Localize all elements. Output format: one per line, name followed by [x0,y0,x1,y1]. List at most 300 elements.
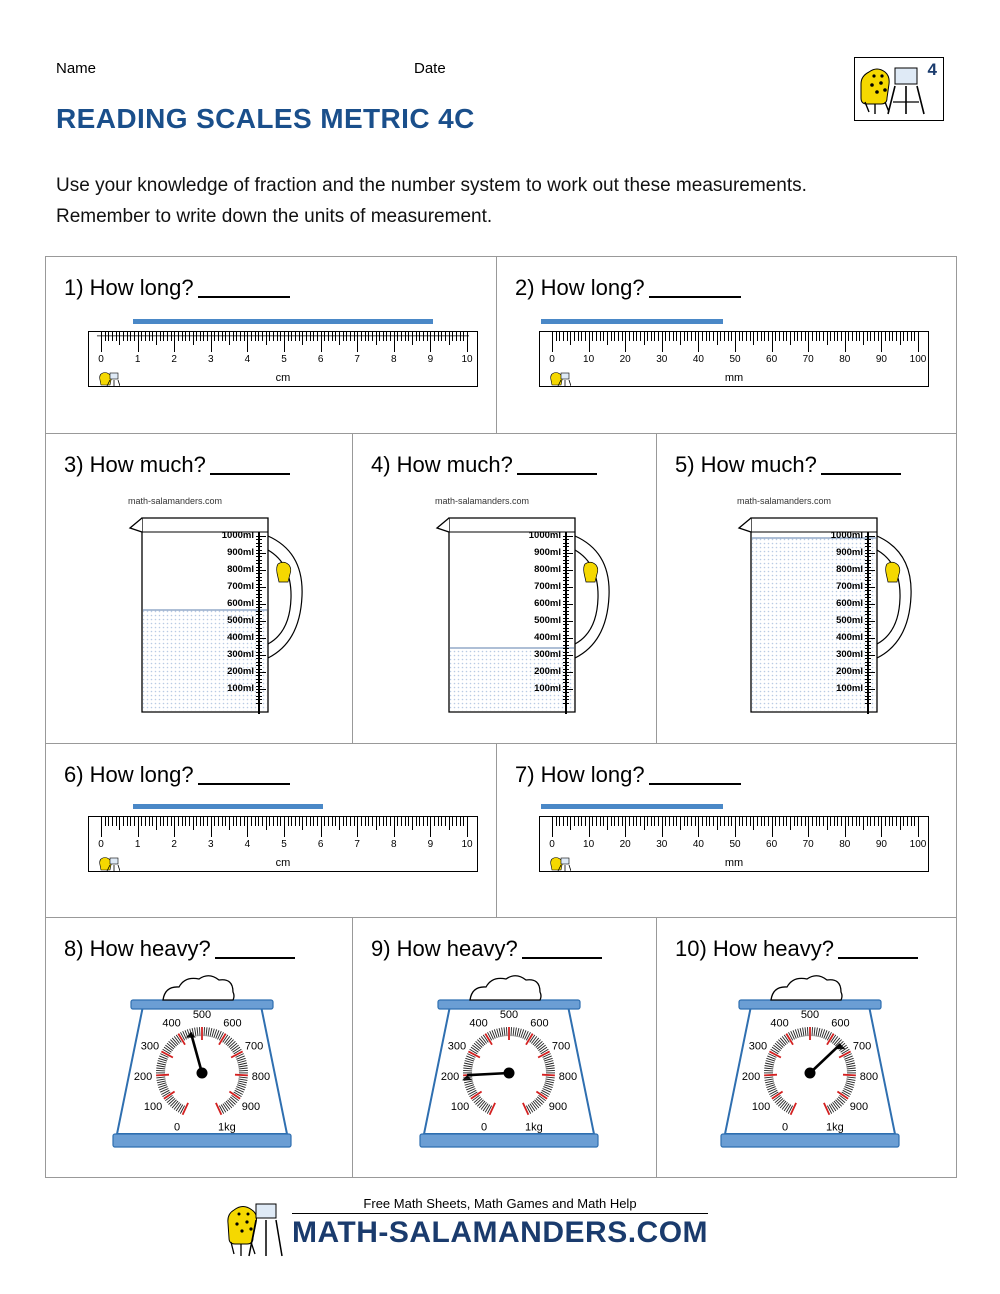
scale-dial-label: 1kg [218,1121,236,1134]
jug-scale-mark-minor [563,614,569,615]
ruler-tick-minor [790,817,791,830]
jug-scale-mark-minor [256,682,262,683]
scale-dial-label: 300 [748,1040,768,1053]
ruler-tick-minor [214,817,215,826]
jug-scale-mark-minor [256,686,262,687]
answer-blank-7[interactable] [649,763,741,785]
ruler-tick-minor [350,332,351,341]
kitchen-scale-10[interactable] [699,972,921,1162]
questions-grid [45,256,957,1178]
kitchen-scale-8[interactable] [91,972,313,1162]
answer-blank-5[interactable] [821,453,901,475]
ruler-tick-label: 9 [427,354,434,365]
ruler-tick-minor [658,332,659,341]
ruler-tick-minor [556,817,557,826]
ruler-tick-minor [149,817,150,826]
ruler-tick-minor [837,817,838,826]
ruler-tick-minor [449,332,450,345]
measuring-jug-5 [691,496,931,728]
ruler-tick-label: 10 [583,839,595,850]
jug-scale-mark-minor [563,584,569,585]
footer-row [292,1196,708,1250]
ruler-tick-minor [673,817,674,826]
ruler-tick-minor [383,817,384,826]
jug-scale-mark-minor [256,679,262,680]
ruler-tick-label: 0 [549,839,555,850]
ruler-tick-minor [717,817,718,830]
answer-blank-2[interactable] [649,276,741,298]
jug-scale-mark-minor [256,665,262,666]
ruler-tick-minor [405,332,406,341]
scale-dial-label: 800 [558,1071,578,1084]
ruler-tick-minor [222,817,223,826]
ruler-tick-minor [764,332,765,341]
ruler-tick-minor [856,817,857,826]
ruler-tick-minor [229,332,230,345]
ruler-tick-minor [581,817,582,826]
ruler-tick-minor [907,332,908,341]
ruler-tick-minor [731,332,732,341]
measuring-jug-3 [82,496,322,728]
ruler-tick-minor [134,332,135,341]
ruler-tick-major [698,332,699,352]
jug-scale-mark-minor [865,703,871,704]
question-cell-1 [46,257,496,433]
ruler-tick-minor [372,817,373,826]
ruler-tick-minor [178,332,179,341]
ruler-tick-minor [618,817,619,826]
jug-scale-mark-major [563,689,573,690]
ruler-tick-minor [207,817,208,826]
ruler-tick-minor [141,817,142,826]
ruler-tick-minor [570,332,571,345]
header [56,60,944,84]
jug-scale-mark-minor [865,550,871,551]
ruler-tick-minor [339,817,340,830]
ruler-tick-minor [379,332,380,341]
ruler-tick-minor [291,332,292,341]
ruler-tick-minor [160,332,161,341]
scale-dial-label: 700 [852,1040,872,1053]
ruler-tick-label: 10 [461,839,473,850]
ruler-tick-major [918,332,919,352]
ruler-tick-minor [189,332,190,341]
ruler-tick-minor [680,817,681,830]
ruler-tick-minor [592,817,593,826]
scale-dial-label: 100 [751,1101,771,1113]
level-badge: 4 [927,60,937,79]
jug-scale-mark-minor [256,631,262,632]
jug-scale-mark-minor [865,590,871,591]
ruler-tick-minor [423,332,424,341]
ruler-tick-major [321,332,322,352]
ruler-tick-major [101,817,102,837]
jug-scale-label: 700ml [534,581,561,592]
ruler-tick-minor [644,332,645,345]
ruler-tick-minor [775,332,776,341]
salamander-mini-icon [549,856,571,872]
ruler-tick-minor [644,817,645,830]
ruler-tick-minor [452,332,453,341]
question-prompt-2: 2) How long? [515,275,741,301]
footer-tagline: Free Math Sheets, Math Games and Math Help [363,1196,637,1211]
ruler-tick-minor [717,332,718,345]
ruler-tick-minor [794,332,795,341]
ruler-tick-minor [408,332,409,341]
jug-scale-mark-minor [865,648,871,649]
jug-scale-mark-minor [865,631,871,632]
ruler-tick-major [174,817,175,837]
ruler-tick-minor [859,332,860,341]
ruler-tick-label: 8 [391,839,397,850]
answer-blank-8[interactable] [215,937,295,959]
jug-scale-label: 1000ml [830,530,863,541]
jug-scale-label: 700ml [227,581,254,592]
ruler-tick-minor [581,332,582,341]
ruler-tick-minor [343,817,344,826]
ruler-tick-minor [713,817,714,826]
ruler-tick-minor [441,817,442,826]
ruler-tick-minor [419,332,420,341]
ruler-tick-minor [823,817,824,826]
ruler-tick-minor [654,332,655,341]
jug-scale-mark-major [256,604,266,605]
jug-scale-mark-minor [563,631,569,632]
jug-scale-label: 800ml [534,564,561,575]
ruler-tick-minor [622,332,623,341]
ruler-tick-major [467,817,468,837]
ruler-tick-major [430,817,431,837]
answer-blank-9[interactable] [522,937,602,959]
ruler-tick-minor [764,817,765,826]
ruler-tick-major [918,817,919,837]
ruler-tick-minor [640,332,641,341]
scale-dial-label: 0 [782,1121,789,1134]
ruler-tick-major [735,817,736,837]
ruler-tick-minor [665,332,666,341]
ruler-tick-minor [291,817,292,826]
ruler-tick-minor [383,332,384,341]
ruler-tick-minor [328,817,329,826]
ruler-tick-minor [585,817,586,826]
ruler-tick-minor [889,817,890,826]
ruler-tick-minor [379,817,380,826]
jug-scale-mark-minor [256,645,262,646]
jug-scale-mark-minor [563,662,569,663]
jug-scale-mark-minor [256,577,262,578]
ruler-tick-label: 6 [317,839,324,850]
jug-scale-mark-minor [256,652,262,653]
ruler-tick-major [881,332,882,352]
ruler-tick-label: 50 [729,354,741,365]
ruler-tick-minor [852,817,853,826]
answer-blank-1[interactable] [198,276,290,298]
jug-scale-label: 900ml [534,547,561,558]
ruler-tick-minor [687,817,688,826]
ruler-tick-minor [600,817,601,826]
ruler-tick-minor [203,332,204,341]
jug-scale-mark-minor [256,635,262,636]
ruler-tick-label: 0 [98,354,104,365]
jug-scale-mark-minor [865,597,871,598]
ruler-tick-label: 90 [875,354,887,365]
ruler-tick-minor [108,332,109,341]
ruler-tick-minor [262,332,263,341]
ruler-tick-minor [423,817,424,826]
ruler-tick-minor [695,332,696,341]
ruler-tick-label: 9 [427,839,434,850]
jug-scale-mark-minor [563,607,569,608]
ruler-tick-minor [680,332,681,345]
ruler-tick-minor [306,817,307,826]
ruler-tick-minor [218,332,219,341]
scale-dial-label: 800 [859,1071,879,1084]
answer-blank-10[interactable] [838,937,918,959]
ruler-tick-minor [903,817,904,826]
answer-blank-6[interactable] [198,763,290,785]
ruler-tick-minor [401,332,402,341]
ruler-tick-minor [706,817,707,826]
ruler-tick-minor [445,817,446,826]
jug-scale-label: 400ml [227,632,254,643]
ruler-tick-minor [863,817,864,830]
ruler-tick-minor [691,332,692,341]
jug-scale-mark-minor [256,597,262,598]
ruler-tick-minor [401,817,402,826]
ruler-tick-minor [797,332,798,341]
ruler-cm-1 [88,319,478,403]
jug-scale-mark-minor [256,573,262,574]
ruler-tick-minor [463,332,464,341]
ruler-tick-major [211,332,212,352]
jug-scale-label: 600ml [836,598,863,609]
jug-scale-mark-minor [865,543,871,544]
scale-dial-label: 600 [223,1017,242,1030]
ruler-tick-label: 3 [208,839,214,850]
ruler-tick-minor [335,817,336,826]
jug-scale-mark-minor [256,675,262,676]
ruler-unit-label: mm [724,372,744,384]
ruler-tick-minor [397,817,398,826]
jug-scale-label: 600ml [534,598,561,609]
ruler-tick-minor [878,332,879,341]
scale-dial-label: 400 [162,1017,181,1030]
scale-dial-label: 300 [140,1040,160,1053]
ruler-tick-minor [339,332,340,345]
jug-scale-mark-minor [563,645,569,646]
scale-dial-label: 100 [143,1101,163,1113]
scale-dial-label: 600 [530,1017,549,1030]
ruler-tick-minor [720,332,721,341]
question-prompt-6: 6) How long? [64,762,290,788]
jug-scale-label: 800ml [227,564,254,575]
question-prompt-5: 5) How much? [675,452,901,478]
jug-scale-mark-minor [256,584,262,585]
jug-scale-mark-minor [865,696,871,697]
ruler-tick-minor [386,332,387,341]
jug-scale-mark-minor [563,679,569,680]
ruler-tick-minor [742,817,743,826]
jug-scale-mark-minor [865,567,871,568]
ruler-tick-minor [702,332,703,341]
answer-blank-3[interactable] [210,453,290,475]
ruler-tick-minor [709,817,710,826]
jug-scale-mark-major [256,672,266,673]
ruler-tick-minor [746,817,747,826]
ruler-tick-minor [775,817,776,826]
ruler-tick-minor [427,817,428,826]
ruler-body [539,816,929,872]
ruler-tick-minor [441,332,442,341]
ruler-tick-minor [676,817,677,826]
jug-scale-mark-minor [256,618,262,619]
ruler-tick-minor [105,817,106,826]
jug-scale-mark-minor [865,539,871,540]
ruler-tick-minor [746,332,747,341]
jug-scale-mark-major [563,621,573,622]
jug-scale-mark-major [865,638,875,639]
ruler-tick-major [698,817,699,837]
ruler-tick-major [552,817,553,837]
jug-scale-mark-minor [865,577,871,578]
ruler-tick-major [625,817,626,837]
ruler-tick-minor [611,332,612,341]
ruler-tick-minor [823,332,824,341]
ruler-tick-minor [834,332,835,341]
ruler-tick-minor [255,332,256,341]
jug-scale-label: 600ml [227,598,254,609]
ruler-tick-label: 0 [549,354,555,365]
jug-scale-mark-major [256,553,266,554]
jug-scale-mark-minor [563,635,569,636]
ruler-tick-minor [816,817,817,826]
ruler-tick-minor [434,332,435,341]
ruler-tick-minor [559,817,560,826]
ruler-tick-minor [827,332,828,345]
ruler-tick-minor [830,817,831,826]
ruler-tick-minor [251,817,252,826]
ruler-tick-minor [376,332,377,345]
jug-scale-mark-minor [865,573,871,574]
ruler-tick-minor [750,817,751,826]
ruler-tick-major [772,817,773,837]
jug-scale-mark-minor [563,628,569,629]
ruler-tick-minor [676,332,677,341]
answer-blank-4[interactable] [517,453,597,475]
jug-scale-mark-minor [563,618,569,619]
ruler-tick-minor [695,817,696,826]
ruler-tick-minor [269,332,270,341]
ruler-tick-minor [193,332,194,345]
ruler-tick-major [211,817,212,837]
ruler-tick-minor [266,332,267,345]
ruler-tick-label: 50 [729,839,741,850]
page-title: READING SCALES METRIC 4C [56,103,475,134]
ruler-tick-minor [408,817,409,826]
question-prompt-4: 4) How much? [371,452,597,478]
jug-scale-mark-major [256,655,266,656]
ruler-tick-minor [578,817,579,826]
jug-scale-label: 200ml [534,666,561,677]
jug-scale-mark-minor [865,675,871,676]
ruler-tick-minor [463,817,464,826]
jug-scale-mark-minor [563,692,569,693]
ruler-tick-minor [280,817,281,826]
ruler-tick-minor [914,332,915,341]
jug-scale-label: 100ml [227,683,254,694]
jug-scale-mark-minor [865,563,871,564]
scale-dial-label: 200 [440,1071,460,1084]
ruler-tick-minor [574,332,575,341]
question-prompt-7: 7) How long? [515,762,741,788]
jug-scale-mark-minor [563,567,569,568]
jug-scale-mark-minor [256,624,262,625]
ruler-tick-minor [647,817,648,826]
jug-scale-label: 300ml [534,649,561,660]
ruler-tick-minor [724,332,725,341]
jug-scale-mark-minor [563,675,569,676]
jug-scale-mark-minor [865,658,871,659]
ruler-tick-label: 5 [281,354,287,365]
kitchen-scale-9[interactable] [398,972,620,1162]
ruler-tick-minor [848,817,849,826]
ruler-tick-minor [313,332,314,341]
ruler-tick-minor [105,332,106,341]
ruler-tick-minor [390,332,391,341]
ruler-tick-minor [669,817,670,826]
ruler-tick-minor [324,332,325,341]
ruler-tick-minor [397,332,398,341]
ruler-tick-minor [189,817,190,826]
salamander-mini-icon [549,371,571,387]
ruler-tick-minor [907,817,908,826]
ruler-tick-minor [896,817,897,826]
ruler-tick-major [735,332,736,352]
ruler-tick-minor [456,817,457,826]
ruler-tick-minor [867,817,868,826]
ruler-tick-minor [797,817,798,826]
ruler-tick-minor [218,817,219,826]
ruler-tick-major [284,817,285,837]
ruler-tick-minor [324,817,325,826]
jug-scale-mark-major [563,553,573,554]
question-cell-7 [497,744,956,917]
ruler-tick-minor [193,817,194,830]
ruler-tick-minor [819,817,820,826]
ruler-tick-minor [266,817,267,830]
ruler-tick-minor [160,817,161,826]
jug-scale-mark-minor [563,686,569,687]
ruler-tick-minor [240,817,241,826]
ruler-tick-minor [563,817,564,826]
ruler-tick-major [138,332,139,352]
measured-bar [541,319,723,324]
ruler-tick-minor [405,817,406,826]
ruler-tick-minor [607,817,608,830]
jug-scale-mark-minor [256,607,262,608]
ruler-tick-minor [728,817,729,826]
ruler-tick-label: 30 [656,839,668,850]
scale-dial-label: 500 [192,1009,212,1021]
jug-scale-label: 300ml [836,649,863,660]
ruler-tick-major [247,817,248,837]
jug-scale-mark-major [563,604,573,605]
question-prompt-3: 3) How much? [64,452,290,478]
ruler-tick-minor [900,332,901,345]
question-cell-10 [657,918,956,1177]
ruler-body [539,331,929,387]
ruler-tick-minor [262,817,263,826]
